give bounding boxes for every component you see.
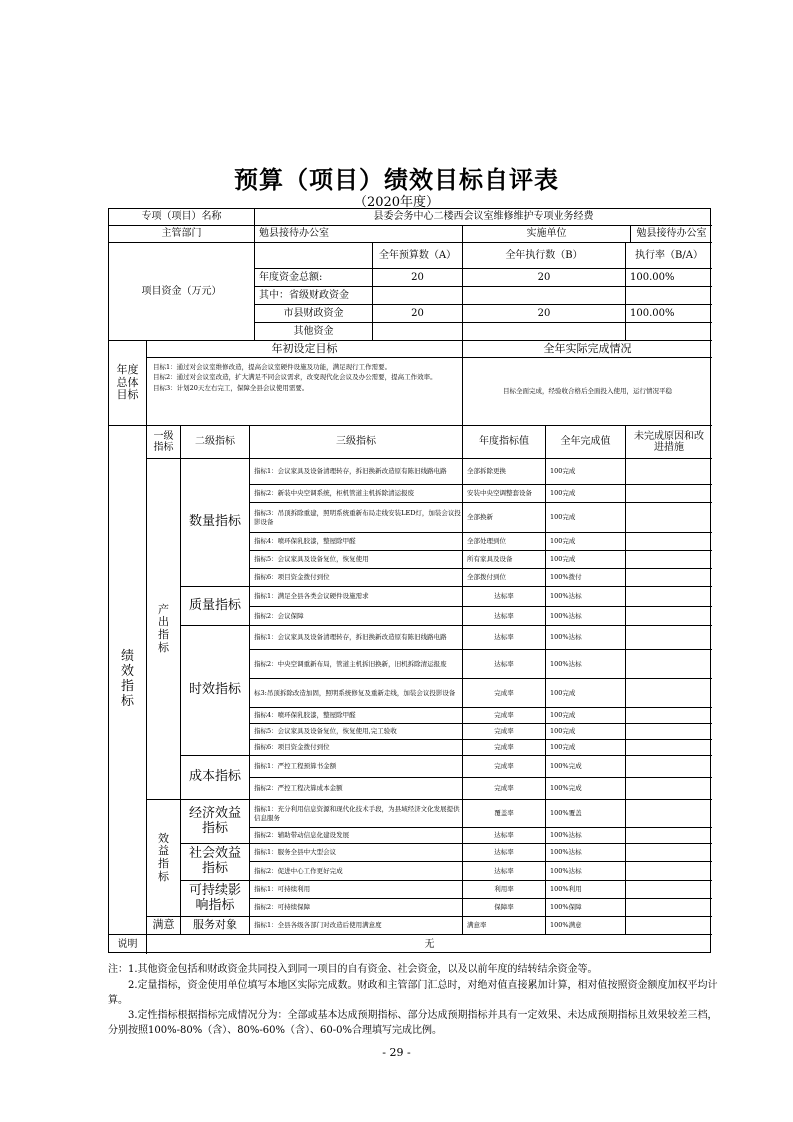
indicator-done: 100%利用 bbox=[546, 881, 626, 899]
remark-label: 说明 bbox=[109, 935, 147, 954]
indicator-reason bbox=[626, 756, 712, 778]
indicator-target: 达标率 bbox=[463, 862, 546, 881]
funds-row-budget bbox=[373, 287, 463, 305]
indicator-target: 全部拨付到位 bbox=[463, 569, 546, 587]
indicator-reason bbox=[626, 569, 712, 587]
indicator-target: 全部处理到位 bbox=[463, 533, 546, 551]
indicator-reason bbox=[626, 724, 712, 740]
indicator-l3: 指标2：严控工程决算成本金额 bbox=[250, 778, 463, 800]
indicator-target: 全部拆除更换 bbox=[463, 459, 546, 485]
indicator-reason bbox=[626, 587, 712, 607]
funds-row-budget: 20 bbox=[373, 305, 463, 323]
indicator-reason bbox=[626, 778, 712, 800]
indicator-done: 100%覆盖 bbox=[546, 800, 626, 828]
indicator-l3: 指标2：中央空调重新布局，管道主机拆旧换新，旧机拆除清运报废 bbox=[250, 650, 463, 679]
l2-satisfaction: 服务对象 bbox=[181, 917, 250, 935]
indicator-done: 100完成 bbox=[546, 740, 626, 756]
note-3: 3.定性指标根据指标完成情况分为：全部或基本达成预期指标、部分达成预期指标并具有一定效果、未达成预期指标且效果较差三档，分别按照100%-80%（含）、80%-60%（含）、60-0%合理填写完成比例。 bbox=[108, 1010, 718, 1036]
indicator-reason bbox=[626, 899, 712, 917]
goals-col-actual: 全年实际完成情况 bbox=[463, 341, 712, 358]
indicators-col-l2: 二级指标 bbox=[181, 426, 250, 459]
funds-row-label: 年度资金总额: bbox=[255, 269, 373, 287]
indicator-done: 100完成 bbox=[546, 459, 626, 485]
note-2: 2.定量指标，资金使用单位填写本地区实际完成数。财政和主管部门汇总时，对绝对值直接累加计算，相对值按照资金额度加权平均计算。 bbox=[108, 980, 718, 1006]
goals-actual-text: 目标全面完成，经验收合格后全面投入使用，运行情况平稳 bbox=[463, 358, 712, 426]
dept-value: 勉县接待办公室 bbox=[255, 226, 463, 243]
indicator-target: 完成率 bbox=[463, 756, 546, 778]
funds-col-rate: 执行率（B/A） bbox=[626, 243, 712, 269]
l1-output: 产出指标 bbox=[147, 459, 181, 800]
indicator-done: 100%达标 bbox=[546, 587, 626, 607]
indicator-reason bbox=[626, 917, 712, 935]
project-name-label: 专项（项目）名称 bbox=[109, 209, 255, 226]
indicator-done: 100%保障 bbox=[546, 899, 626, 917]
indicator-l3: 指标6：项目资金拨付到位 bbox=[250, 740, 463, 756]
evaluation-table bbox=[108, 208, 711, 953]
indicator-target: 全部换新 bbox=[463, 503, 546, 533]
indicator-target: 满意率 bbox=[463, 917, 546, 935]
indicator-l3: 指标2：促进中心工作更好完成 bbox=[250, 862, 463, 881]
indicator-reason bbox=[626, 708, 712, 724]
indicator-reason bbox=[626, 679, 712, 708]
indicator-target: 完成率 bbox=[463, 708, 546, 724]
goals-label: 年度总体目标 bbox=[109, 341, 147, 426]
indicator-done: 100完成 bbox=[546, 533, 626, 551]
goal-item: 目标1：通过对会议室维修改造，提高会议室硬件设施及功能，满足现行工作需要。 bbox=[153, 363, 392, 371]
indicator-l3: 指标1：全县各级各部门对改造后使用满意度 bbox=[250, 917, 463, 935]
indicators-label: 绩效指标 bbox=[109, 426, 147, 935]
l2-sustain: 可持续影响指标 bbox=[181, 881, 250, 917]
indicator-done: 100完成 bbox=[546, 708, 626, 724]
indicator-target: 安装中央空调整套设备 bbox=[463, 485, 546, 503]
indicator-l3: 指标1：会议家具及设备清理转存，拆旧换新改造原有陈旧线路电路 bbox=[250, 459, 463, 485]
funds-row-rate bbox=[626, 287, 712, 305]
indicator-target: 达标率 bbox=[463, 844, 546, 862]
indicator-l3: 指标5：会议家具及设备复位，恢复使用,完工验收 bbox=[250, 724, 463, 740]
year-subtitle: （2020年度） bbox=[353, 195, 440, 210]
l2-quality: 质量指标 bbox=[181, 587, 250, 626]
funds-row-exec bbox=[463, 323, 626, 341]
unit-label: 实施单位 bbox=[463, 226, 631, 243]
indicator-l3: 指标1：满足全县各类会议硬件设施需求 bbox=[250, 587, 463, 607]
l2-timeliness: 时效指标 bbox=[181, 626, 250, 756]
indicator-l3: 指标4：喷环保乳胶漆，整屋除甲醛 bbox=[250, 708, 463, 724]
indicator-reason bbox=[626, 881, 712, 899]
goal-item: 目标3：计划20天左右完工，保障全县会议使用需要。 bbox=[153, 383, 309, 392]
indicator-done: 100完成 bbox=[546, 485, 626, 503]
indicator-reason bbox=[626, 800, 712, 828]
indicator-target: 达标率 bbox=[463, 650, 546, 679]
indicator-target: 利用率 bbox=[463, 881, 546, 899]
indicator-done: 100完成 bbox=[546, 551, 626, 569]
indicator-l3: 指标1：服务全县中大型会议 bbox=[250, 844, 463, 862]
l2-social: 社会效益指标 bbox=[181, 844, 250, 881]
indicator-done: 100完成 bbox=[546, 724, 626, 740]
indicator-l3: 指标6：项目资金拨付到位 bbox=[250, 569, 463, 587]
indicator-reason bbox=[626, 551, 712, 569]
funds-row-label: 市县财政资金 bbox=[255, 305, 373, 323]
funds-header-blank bbox=[255, 243, 373, 269]
indicator-reason bbox=[626, 650, 712, 679]
goals-col-set: 年初设定目标 bbox=[147, 341, 463, 358]
indicator-l3: 指标2：新装中央空调系统，柜机管道主机拆除清运报废 bbox=[250, 485, 463, 503]
indicator-done: 100%满意 bbox=[546, 917, 626, 935]
indicator-l3: 指标1：严控工程预算书金额 bbox=[250, 756, 463, 778]
indicator-target: 完成率 bbox=[463, 740, 546, 756]
indicator-l3: 指标1：会议家具及设备清理转存，拆旧换新改造原有陈旧线路电路 bbox=[250, 626, 463, 650]
indicator-target: 达标率 bbox=[463, 607, 546, 626]
indicator-done: 100完成 bbox=[546, 503, 626, 533]
goals-set-text bbox=[147, 358, 463, 426]
dept-label: 主管部门 bbox=[109, 226, 255, 243]
project-name-value: 县委会务中心二楼西会议室维修维护专项业务经费 bbox=[255, 209, 712, 226]
funds-row-budget bbox=[373, 323, 463, 341]
indicators-col-reason: 未完成原因和改进措施 bbox=[626, 426, 712, 459]
indicator-reason bbox=[626, 607, 712, 626]
indicator-reason bbox=[626, 862, 712, 881]
l2-cost: 成本指标 bbox=[181, 756, 250, 800]
indicator-l3: 指标3：吊顶拆除重建，照明系统重新布局走线安装LED灯，加装会议投影设备 bbox=[250, 503, 463, 533]
indicator-target: 达标率 bbox=[463, 828, 546, 844]
indicator-reason bbox=[626, 844, 712, 862]
indicator-target: 达标率 bbox=[463, 587, 546, 607]
indicator-reason bbox=[626, 740, 712, 756]
indicator-target: 所有家具及设备 bbox=[463, 551, 546, 569]
funds-col-exec: 全年执行数（B） bbox=[463, 243, 626, 269]
funds-row-exec: 20 bbox=[463, 305, 626, 323]
funds-row-budget: 20 bbox=[373, 269, 463, 287]
funds-row-rate: 100.00% bbox=[626, 269, 712, 287]
indicator-l3: 指标2：会议保障 bbox=[250, 607, 463, 626]
indicator-l3: 指标1：可持续利用 bbox=[250, 881, 463, 899]
remark-value: 无 bbox=[424, 938, 435, 950]
note-1: 注：1.其他资金包括和财政资金共同投入到同一项目的自有资金、社会资金，以及以前年度的结转结余资金等。 bbox=[108, 964, 598, 975]
indicators-col-l1: 一级指标 bbox=[147, 426, 181, 459]
indicator-done: 100%达标 bbox=[546, 650, 626, 679]
indicator-l3: 指标4：喷环保乳胶漆，整屋除甲醛 bbox=[250, 533, 463, 551]
indicator-reason bbox=[626, 485, 712, 503]
l2-quantity: 数量指标 bbox=[181, 459, 250, 587]
indicator-done: 100%达标 bbox=[546, 828, 626, 844]
funds-row-label: 其他资金 bbox=[255, 323, 373, 341]
unit-value: 勉县接待办公室 bbox=[631, 226, 712, 243]
indicator-target: 完成率 bbox=[463, 778, 546, 800]
indicator-target: 覆盖率 bbox=[463, 800, 546, 828]
l1-satisfaction: 满意 bbox=[147, 917, 181, 935]
indicator-done: 100%达标 bbox=[546, 626, 626, 650]
funds-row-exec: 20 bbox=[463, 269, 626, 287]
indicator-done: 100%达标 bbox=[546, 844, 626, 862]
indicator-done: 100%完成 bbox=[546, 756, 626, 778]
indicator-l3: 指标2：可持续保障 bbox=[250, 899, 463, 917]
indicator-l3: 指标1：充分利用信息资源和现代化技术手段，为县域经济文化发展提供信息服务 bbox=[250, 800, 463, 828]
indicator-reason bbox=[626, 503, 712, 533]
indicators-col-l3: 三级指标 bbox=[250, 426, 463, 459]
indicator-target: 完成率 bbox=[463, 679, 546, 708]
indicator-l3: 指标2：辅助带动信息化建设发展 bbox=[250, 828, 463, 844]
indicator-reason bbox=[626, 828, 712, 844]
indicator-done: 100%拨付 bbox=[546, 569, 626, 587]
indicator-done: 100%达标 bbox=[546, 607, 626, 626]
indicator-done: 100%达标 bbox=[546, 862, 626, 881]
funds-col-budget: 全年预算数（A） bbox=[373, 243, 463, 269]
indicator-reason bbox=[626, 533, 712, 551]
indicator-target: 保障率 bbox=[463, 899, 546, 917]
l2-economic: 经济效益指标 bbox=[181, 800, 250, 844]
indicators-col-target: 年度指标值 bbox=[463, 426, 546, 459]
funds-label: 项目资金（万元） bbox=[109, 243, 255, 341]
indicator-reason bbox=[626, 626, 712, 650]
indicator-l3: 标3:吊顶拆除改造加固，照明系统修复及重新走线，加装会议投影设备 bbox=[250, 679, 463, 708]
funds-row-rate: 100.00% bbox=[626, 305, 712, 323]
page-title: 预算（项目）绩效目标自评表 bbox=[234, 166, 559, 194]
indicator-done: 100完成 bbox=[546, 679, 626, 708]
goal-item: 目标2：通过对会议室改造，扩大满足不同会议需求，改变现代化会议及办公需要，提高工作效率。 bbox=[153, 373, 437, 382]
indicator-reason bbox=[626, 459, 712, 485]
l1-benefit: 效益指标 bbox=[147, 800, 181, 917]
indicator-done: 100%完成 bbox=[546, 778, 626, 800]
funds-row-rate bbox=[626, 323, 712, 341]
indicator-target: 完成率 bbox=[463, 724, 546, 740]
page-number: - 29 - bbox=[382, 1046, 411, 1059]
funds-row-exec bbox=[463, 287, 626, 305]
indicators-col-done: 全年完成值 bbox=[546, 426, 626, 459]
funds-row-label: 其中：省级财政资金 bbox=[255, 287, 373, 305]
indicator-l3: 指标5：会议家具及设备复位，恢复使用 bbox=[250, 551, 463, 569]
indicator-target: 达标率 bbox=[463, 626, 546, 650]
